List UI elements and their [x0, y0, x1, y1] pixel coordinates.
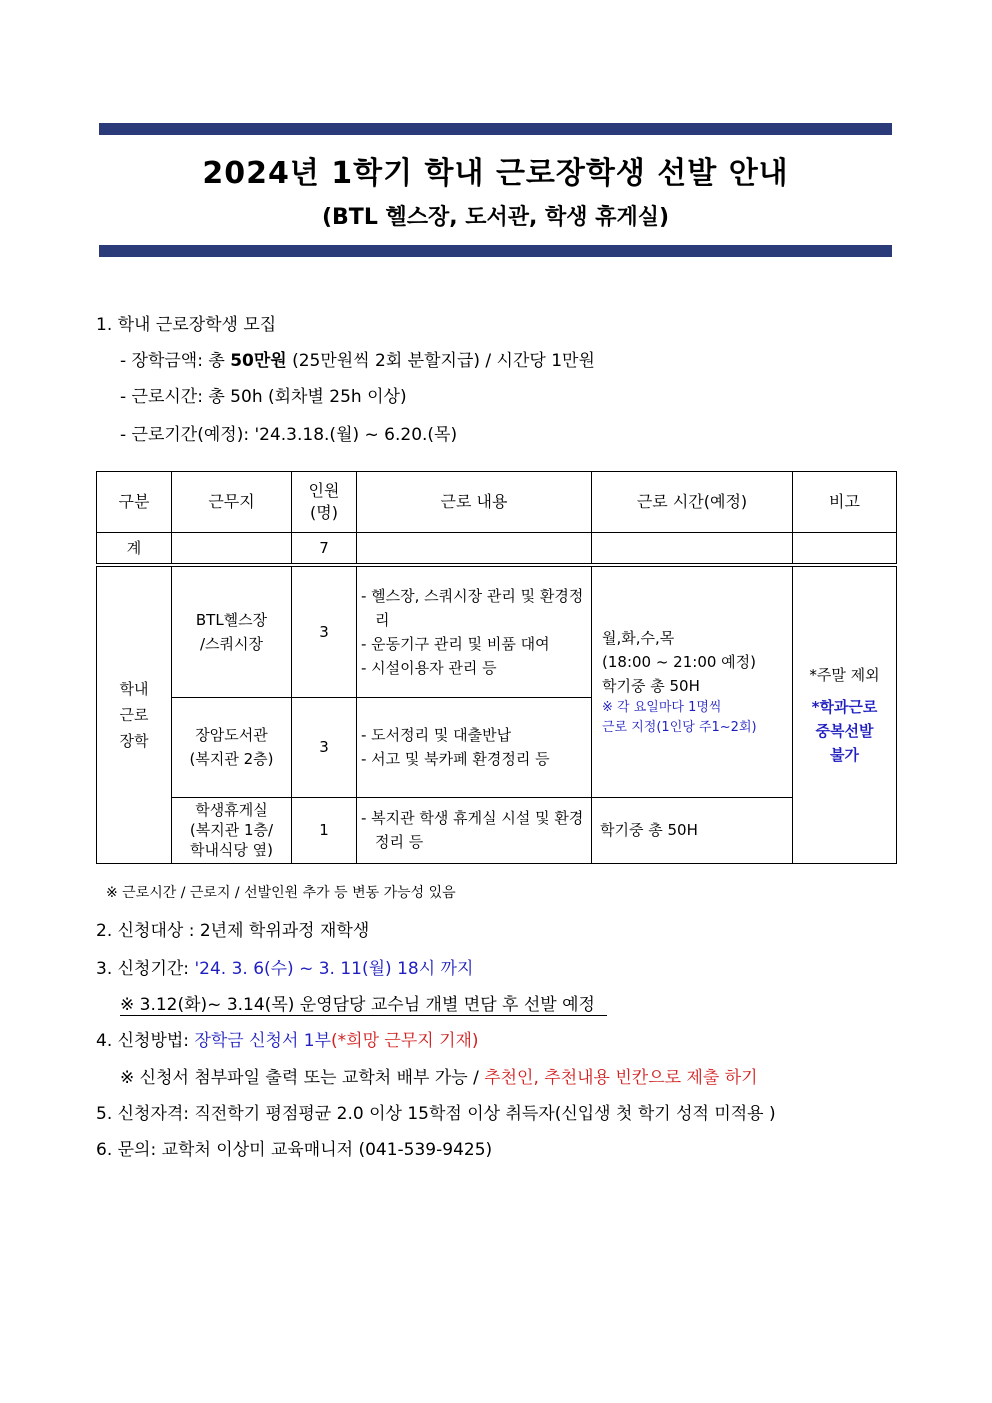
page-title: 2024년 1학기 학내 근로장학생 선발 안내: [202, 156, 789, 191]
remark-cell: [793, 565, 897, 863]
section2: 2. 신청대상 : 2년제 학위과정 재학생: [96, 921, 370, 941]
place-cell: BTL헬스장 /스쿼시장: [172, 565, 292, 697]
place-cell: 학생휴게실 (복지관 1층/ 학내식당 옆): [172, 797, 292, 863]
header-count: 인원 (명): [292, 472, 357, 533]
section1-hours: - 근로시간: 총 50h (회차별 25h 이상): [120, 387, 407, 407]
time-cell: 학기중 총 50H: [592, 797, 793, 863]
total-label: 계: [97, 533, 172, 566]
count-cell: 3: [292, 565, 357, 697]
section4: [96, 1026, 479, 1051]
section1-amount: [120, 346, 595, 371]
task-item: - 서고 및 북카페 환경정리 등: [361, 750, 550, 768]
amount-prefix: - 장학금액: 총: [120, 351, 231, 371]
section4-label: 4. 신청방법:: [96, 1031, 195, 1051]
header-place: 근무지: [172, 472, 292, 533]
tasks-cell: [357, 565, 592, 697]
section1-heading: 1. 학내 근로장학생 모집: [96, 315, 277, 335]
section4-value-red: (*희망 근무지 기재): [331, 1031, 479, 1051]
section6: 6. 문의: 교학처 이상미 교육매니저 (041-539-9425): [96, 1140, 493, 1160]
section3-label: 3. 신청기간:: [96, 959, 195, 979]
table-header-row: [97, 472, 897, 533]
header-category: 구분: [97, 472, 172, 533]
time-note: ※ 각 요일마다 1명씩 근로 지정(1인당 주1~2회): [602, 699, 757, 735]
total-count: 7: [292, 533, 357, 566]
section4-value: 장학금 신청서 1부: [194, 1031, 332, 1051]
bottom-rule: [99, 245, 892, 257]
shared-time-cell: [592, 565, 793, 797]
section3-note: ※ 3.12(화)~ 3.14(목) 운영담당 교수님 개별 면담 후 선발 예정: [120, 990, 607, 1016]
section4-note: [120, 1063, 758, 1088]
table-note: ※ 근로시간 / 근로지 / 선발인원 추가 등 변동 가능성 있음: [106, 885, 456, 901]
section4-note-red: 추천인, 추천내용 빈칸으로 제출 하기: [484, 1068, 758, 1088]
section3-value: '24. 3. 6(수) ~ 3. 11(월) 18시 까지: [194, 959, 474, 979]
header-tasks: 근로 내용: [357, 472, 592, 533]
table-row: [97, 565, 897, 697]
time-total: 학기중 총 50H: [602, 676, 700, 695]
top-rule: [99, 123, 892, 135]
section3: [96, 954, 473, 979]
section1-period: - 근로기간(예정): '24.3.18.(월) ~ 6.20.(목): [120, 425, 458, 445]
section4-note-prefix: ※ 신청서 첨부파일 출력 또는 교학처 배부 가능 /: [120, 1068, 485, 1088]
task-item: - 도서정리 및 대출반납: [361, 726, 512, 744]
page-subtitle: (BTL 헬스장, 도서관, 학생 휴게실): [321, 205, 670, 230]
place-cell: 장암도서관 (복지관 2층): [172, 697, 292, 797]
recruit-table: [96, 471, 897, 864]
count-cell: 1: [292, 797, 357, 863]
category-cell: 학내 근로 장학: [97, 565, 172, 863]
header-remark: 비고: [793, 472, 897, 533]
tasks-cell: [357, 797, 592, 863]
header-time: 근로 시간(예정): [592, 472, 793, 533]
task-item: - 헬스장, 스쿼시장 관리 및 환경정리: [361, 586, 584, 629]
tasks-cell: [357, 697, 592, 797]
remark-weekend: *주말 제외: [809, 665, 880, 684]
table-total-row: [97, 533, 897, 566]
amount-bold: 50만원: [230, 351, 287, 371]
task-item: - 시설이용자 관리 등: [361, 658, 497, 677]
count-cell: 3: [292, 697, 357, 797]
task-item: - 복지관 학생 휴게실 시설 및 환경 정리 등: [361, 809, 584, 851]
time-hours: (18:00 ~ 21:00 예정): [602, 652, 757, 671]
time-days: 월,화,수,목: [602, 628, 675, 647]
remark-duplicate: *학과근로 중복선발 불가: [811, 697, 878, 764]
amount-suffix: (25만원씩 2회 분할지급) / 시간당 1만원: [286, 351, 595, 371]
table-row: [97, 797, 897, 863]
section5: 5. 신청자격: 직전학기 평점평균 2.0 이상 15학점 이상 취득자(신입생 첫 학기 성적 미적용 ): [96, 1104, 776, 1124]
task-item: - 운동기구 관리 및 비품 대여: [361, 634, 550, 653]
